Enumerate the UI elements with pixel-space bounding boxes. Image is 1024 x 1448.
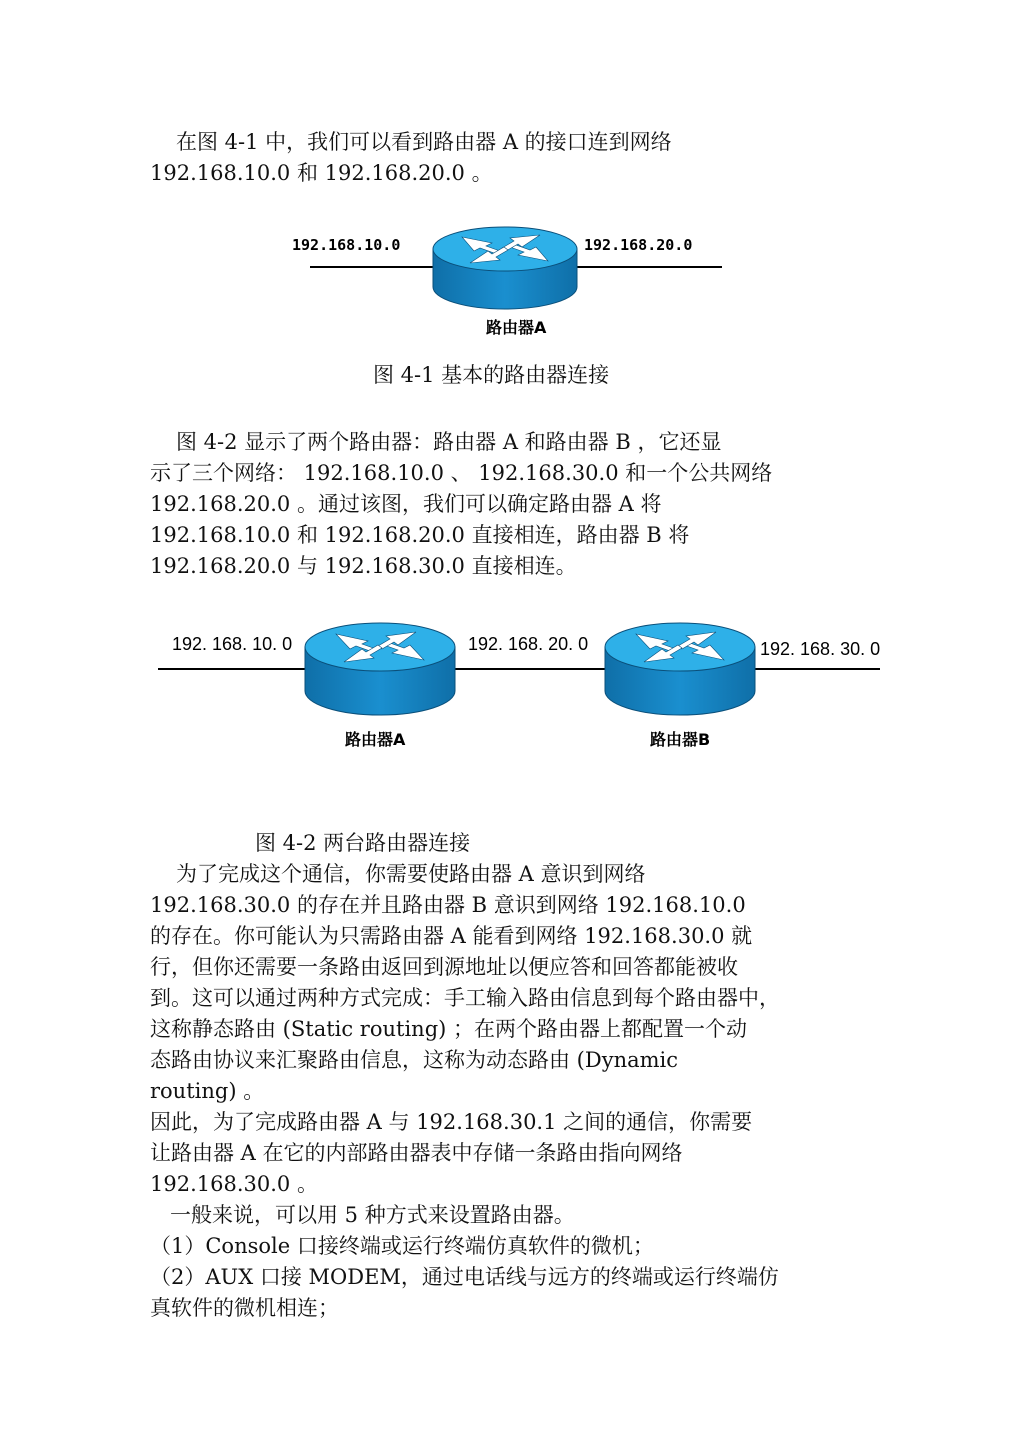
router-a-label: 路由器A	[345, 730, 406, 749]
paragraph-3-line-4: 行，但你还需要一条路由返回到源地址以便应答和回答都能被收	[150, 955, 738, 979]
paragraph-2-line-2: 示了三个网络： 192.168.10.0 、 192.168.30.0 和一个公共网络	[150, 461, 773, 485]
paragraph-3-line-1: 为了完成这个通信，你需要使路由器 A 意识到网络	[176, 862, 646, 886]
router-icon	[433, 227, 577, 309]
network-label-left: 192.168.10.0	[292, 236, 401, 254]
paragraph-3-line-9: 因此，为了完成路由器 A 与 192.168.30.1 之间的通信，你需要	[150, 1110, 753, 1134]
paragraph-3-line-11: 192.168.30.0 。	[150, 1172, 318, 1196]
list-item-1: （1）Console 口接终端或运行终端仿真软件的微机；	[150, 1234, 654, 1258]
paragraph-2-line-4: 192.168.10.0 和 192.168.20.0 直接相连，路由器 B 将	[150, 523, 690, 547]
figure-4-2-caption: 图 4-2 两台路由器连接	[255, 831, 471, 855]
paragraph-1-line-2: 192.168.10.0 和 192.168.20.0 。	[150, 161, 493, 185]
router-label: 路由器A	[486, 318, 547, 337]
list-item-2-line-1: （2）AUX 口接 MODEM，通过电话线与远方的终端或运行终端仿	[150, 1265, 779, 1289]
paragraph-3-line-6: 这称静态路由 (Static routing) ；在两个路由器上都配置一个动	[150, 1017, 748, 1041]
network-label-middle: 192. 168. 20. 0	[468, 634, 589, 654]
network-label-left: 192. 168. 10. 0	[172, 634, 293, 654]
network-label-right: 192. 168. 30. 0	[760, 639, 881, 659]
figure-4-2	[0, 615, 1024, 765]
network-label-right: 192.168.20.0	[584, 236, 693, 254]
paragraph-2-line-1: 图 4-2 显示了两个路由器：路由器 A 和路由器 B ，它还显	[176, 430, 722, 454]
list-item-2-line-2: 真软件的微机相连；	[150, 1296, 339, 1320]
paragraph-2-line-5: 192.168.20.0 与 192.168.30.0 直接相连。	[150, 554, 577, 578]
figure-4-1	[0, 225, 1024, 345]
figure-4-1-caption: 图 4-1 基本的路由器连接	[373, 363, 610, 387]
paragraph-3-line-7: 态路由协议来汇聚路由信息，这称为动态路由 (Dynamic	[150, 1048, 679, 1072]
paragraph-3-line-12: 一般来说，可以用 5 种方式来设置路由器。	[170, 1203, 575, 1227]
paragraph-3-line-8: routing) 。	[150, 1079, 265, 1103]
router-b-label: 路由器B	[650, 730, 711, 749]
paragraph-3-line-5: 到。这可以通过两种方式完成：手工输入路由信息到每个路由器中，	[150, 986, 780, 1010]
router-b-icon	[605, 623, 755, 715]
paragraph-3-line-10: 让路由器 A 在它的内部路由器表中存储一条路由指向网络	[150, 1141, 683, 1165]
router-a-icon	[305, 623, 455, 715]
paragraph-3-line-3: 的存在。你可能认为只需路由器 A 能看到网络 192.168.30.0 就	[150, 924, 753, 948]
paragraph-1-line-1: 在图 4-1 中，我们可以看到路由器 A 的接口连到网络	[176, 130, 672, 154]
paragraph-2-line-3: 192.168.20.0 。通过该图，我们可以确定路由器 A 将	[150, 492, 662, 516]
paragraph-3-line-2: 192.168.30.0 的存在并且路由器 B 意识到网络 192.168.10.0	[150, 893, 746, 917]
